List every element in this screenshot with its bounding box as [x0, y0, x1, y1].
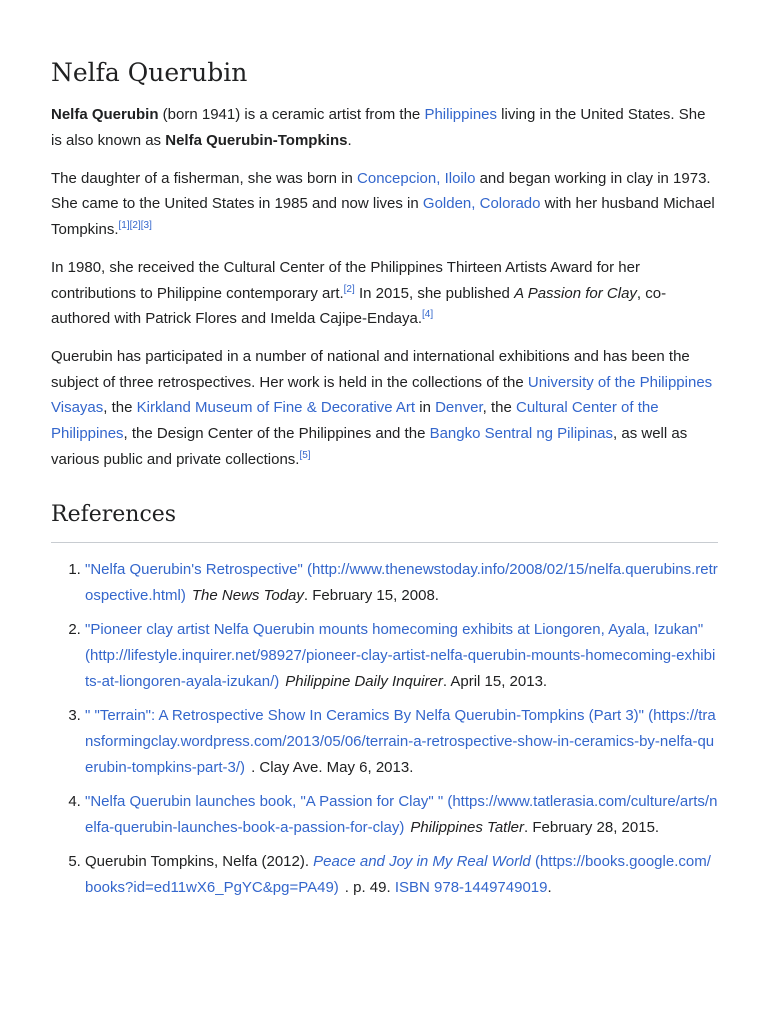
- reference-item: 1. "Nelfa Querubin's Retrospective" (http://www.thenewstoday.info/2008/02/15/nelfa.querubins.retrospective.html) The News Today. February 15, 2008.: [85, 557, 718, 609]
- page-title: Nelfa Querubin: [51, 58, 248, 87]
- reference-link[interactable]: " "Terrain": A Retrospective Show In Ceramics By Nelfa Querubin-Tompkins (Part 3)" (https://transformingclay.wordpress.com/2013/05/06/terrain-a-retrospective-show-in-ceramics-by-nelfa-querubin-tompkins-part-3/): [85, 707, 716, 777]
- link-bangko-sentral[interactable]: Bangko Sentral ng Pilipinas: [429, 425, 614, 443]
- isbn-link[interactable]: ISBN 978-1449749019: [394, 879, 548, 897]
- paragraph-exhibitions: Querubin has participated in a number of national and international exhibitions and has been the subject of three retrospectives. Her work is held in the collections of the University of the Philippines Visayas, the Kirkland Museum of Fine & Decorative Art in Denver, the Cultural Center of the Philippines, the Design Center of the Philippines and the Bangko Sentral ng Pilipinas, as well as various public and private collections.[5]: [51, 348, 713, 468]
- link-kirkland-museum[interactable]: Kirkland Museum of Fine & Decorative Art: [136, 399, 416, 417]
- link-concepcion-iloilo[interactable]: Concepcion, Iloilo: [357, 169, 476, 187]
- reference-link[interactable]: Peace and Joy in My Real World (https://books.google.com/books?id=ed11wX6_PgYC&pg=PA49): [85, 853, 711, 897]
- references-list: [51, 557, 718, 901]
- reference-item: 2. "Pioneer clay artist Nelfa Querubin mounts homecoming exhibits at Liongoren, Ayala, Izukan" (http://lifestyle.inquirer.net/98927/pioneer-clay-artist-nelfa-querubin-mounts-homecoming-exhibits-at-liongoren-ayala-izukan/) Philippine Daily Inquirer. April 15, 2013.: [85, 617, 718, 695]
- paragraph-awards: In 1980, she received the Cultural Center of the Philippines Thirteen Artists Award for her contributions to Philippine contemporary art.[2] In 2015, she published A Passion for Clay, co-authored with Patrick Flores and Imelda Cajipe-Endaya.[4]: [51, 258, 667, 328]
- link-philippines[interactable]: Philippines: [424, 106, 497, 123]
- paragraph-early-life: The daughter of a fisherman, she was born in Concepcion, Iloilo and began working in clay in 1973. She came to the United States in 1985 and now lives in Golden, Colorado with her husband Michael Tompkins.[1][2][3]: [51, 169, 715, 238]
- article-content: [51, 56, 718, 909]
- subject-name: Nelfa Querubin: [51, 106, 159, 123]
- citation-link[interactable]: [1][2][3]: [118, 219, 152, 231]
- link-cultural-center[interactable]: Cultural Center of the Philippines: [51, 399, 659, 443]
- reference-link[interactable]: "Pioneer clay artist Nelfa Querubin mounts homecoming exhibits at Liongoren, Ayala, Izukan" (http://lifestyle.inquirer.net/98927/pioneer-clay-artist-nelfa-querubin-mounts-homecoming-exhibits-at-liongoren-ayala-izukan/): [85, 621, 716, 691]
- reference-link[interactable]: "Nelfa Querubin's Retrospective" (http://www.thenewstoday.info/2008/02/15/nelfa.querubins.retrospective.html): [85, 561, 718, 605]
- reference-link[interactable]: "Nelfa Querubin launches book, "A Passion for Clay" " (https://www.tatlerasia.com/culture/arts/nelfa-querubin-launches-book-a-passion-for-clay): [85, 793, 718, 837]
- citation-link[interactable]: [4]: [422, 309, 434, 321]
- book-title: A Passion for Clay: [514, 284, 637, 302]
- reference-item: 3. " "Terrain": A Retrospective Show In Ceramics By Nelfa Querubin-Tompkins (Part 3)" (https://transformingclay.wordpress.com/2013/05/06/terrain-a-retrospective-show-in-ceramics-by-nelfa-querubin-tompkins-part-3/) . Clay Ave. May 6, 2013.: [85, 703, 718, 781]
- link-up-visayas[interactable]: University of the Philippines Visayas: [51, 373, 713, 417]
- citation-link[interactable]: [5]: [299, 449, 311, 461]
- references-heading: References: [51, 500, 718, 543]
- link-denver[interactable]: Denver: [435, 399, 483, 417]
- link-golden-colorado[interactable]: Golden, Colorado: [422, 195, 541, 213]
- citation-link[interactable]: [2]: [343, 283, 355, 295]
- reference-item: 5. Querubin Tompkins, Nelfa (2012). Peace and Joy in My Real World (https://books.google.com/books?id=ed11wX6_PgYC&pg=PA49) . p. 49. ISBN 978-1449749019.: [85, 849, 718, 901]
- paragraph-intro: Nelfa Querubin (born 1941) is a ceramic artist from the Philippines living in the United States. She is also known as Nelfa Querubin-Tompkins.: [51, 106, 706, 149]
- subject-alt-name: Nelfa Querubin-Tompkins: [165, 131, 348, 149]
- reference-item: 4. "Nelfa Querubin launches book, "A Passion for Clay" " (https://www.tatlerasia.com/culture/arts/nelfa-querubin-launches-book-a-passion-for-clay) Philippines Tatler. February 28, 2015.: [85, 789, 718, 841]
